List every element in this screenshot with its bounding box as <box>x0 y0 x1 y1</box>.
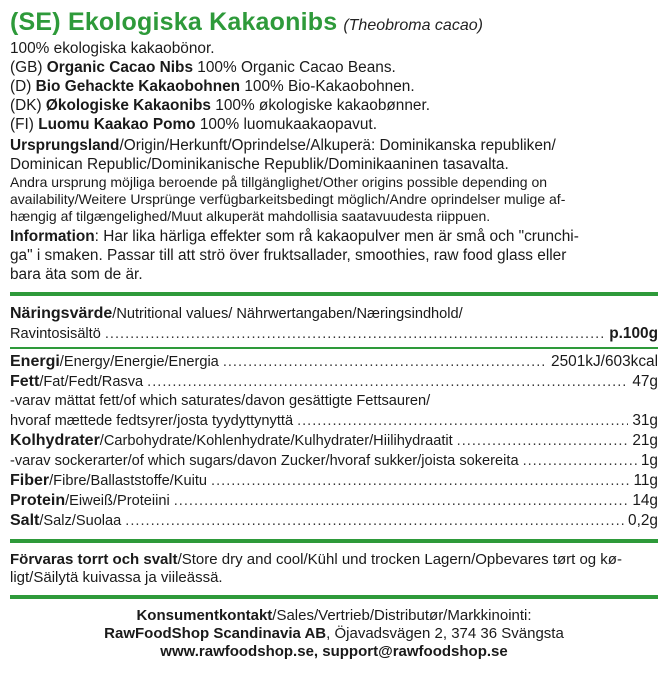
ingredient-text: 100% Organic Cacao Beans. <box>193 59 396 76</box>
row-sugars <box>10 451 658 471</box>
origin-block <box>10 136 658 225</box>
nutrient-value: 1g <box>640 452 658 469</box>
contact-block <box>10 607 658 661</box>
nutrition-table <box>10 304 658 531</box>
title-row <box>10 8 658 37</box>
contact-roles: /Sales/Vertrieb/Distributør/Markkinointi: <box>272 607 532 624</box>
info-line-2: ga" i smaken. Passar till att strö över fruktsallader, smoothies, raw food glass eller <box>10 247 567 264</box>
storage-line-1 <box>10 551 658 569</box>
row-saturates-line1: -varav mättat fett/of which saturates/davon gesättigte Fettsauren/ <box>10 393 431 409</box>
nutrient-name: Energi <box>10 353 60 370</box>
ingredients-block <box>10 39 658 134</box>
nutrition-label-fi: Ravintosisältö <box>10 326 101 342</box>
ingredient-text: 100% luomukaakaopavut. <box>195 116 377 133</box>
nutrient-name: Fett <box>10 373 40 390</box>
leader-dots <box>147 373 628 392</box>
product-name-gb: Organic Cacao Nibs <box>46 59 194 76</box>
info-line-3: bara äta som de är. <box>10 266 143 283</box>
latin-name: (Theobroma cacao) <box>343 17 483 34</box>
nutrient-name: Protein <box>10 492 66 509</box>
info-line-1 <box>10 227 658 246</box>
contact-line-3 <box>10 643 658 661</box>
nutrition-header <box>10 304 658 324</box>
leader-dots <box>223 353 547 372</box>
divider-middle <box>10 539 658 543</box>
divider-bottom <box>10 595 658 599</box>
row-protein <box>10 491 658 511</box>
nutrient-translations: /Energy/Energie/Energia <box>59 354 219 370</box>
product-name-d: Bio Gehackte Kakaobohnen <box>35 78 241 95</box>
nutrient-translations: /Salz/Suolaa <box>39 513 122 529</box>
row-carbohydrates <box>10 431 658 451</box>
storage-line-2: ligt/Säilytä kuivassa ja viileässä. <box>10 569 223 586</box>
storage-label: Förvaras torrt och svalt <box>10 551 178 568</box>
row-salt <box>10 511 658 531</box>
nutrient-name: Salt <box>10 512 40 529</box>
contact-line-1 <box>10 607 658 625</box>
ingredient-se: 100% ekologiska kakaobönor. <box>10 40 215 57</box>
nutrition-label-rest: /Nutritional values/ Nährwertangaben/Næringsindhold/ <box>112 306 463 322</box>
divider-thin <box>10 347 658 349</box>
storage-text: /Store dry and cool/Kühl und trocken Lagern/Opbevares tørt og kø- <box>177 551 622 568</box>
ingredient-dk <box>10 96 658 115</box>
product-name-fi: Luomu Kaakao Pomo <box>38 116 196 133</box>
ingredient-gb <box>10 58 658 77</box>
leader-dots <box>457 432 629 451</box>
nutrient-translations: /Carbohydrate/Kohlenhydrate/Kulhydrater/Hiilihydraatit <box>99 433 453 449</box>
nutrient-name: Kolhydrater <box>10 432 100 449</box>
divider-top <box>10 292 658 296</box>
web-and-email: www.rawfoodshop.se, support@rawfoodshop.se <box>160 643 508 660</box>
storage-block <box>10 551 658 587</box>
lang-prefix: (D) <box>10 78 36 95</box>
leader-dots <box>174 492 629 511</box>
origin-note-3: hængig af tilgængelighed/Muut alkuperät mahdollisia saatavuudesta riippuen. <box>10 208 491 224</box>
nutrient-value: 31g <box>632 412 658 429</box>
leader-dots <box>297 412 628 431</box>
row-energy <box>10 352 658 372</box>
company-address: , Öjavadsvägen 2, 374 36 Svängsta <box>326 625 564 642</box>
nutrient-value: 2501kJ/603kcal <box>551 353 658 370</box>
company-name: RawFoodShop Scandinavia AB <box>104 625 327 642</box>
information-block <box>10 227 658 284</box>
nutrient-value: 0,2g <box>628 512 658 529</box>
ingredient-text: 100% økologiske kakaobønner. <box>211 97 431 114</box>
row-fibre <box>10 471 658 491</box>
nutrient-translations: hvoraf mættede fedtsyrer/josta tyydyttynyttä <box>10 413 294 429</box>
nutrient-value: 14g <box>632 492 658 509</box>
origin-note-2: availability/Weitere Ursprünge verfügbarkeitsbedingt möglich/Andre oprindelser mulige af- <box>10 191 566 207</box>
row-saturates <box>10 411 658 431</box>
product-title: (SE) Ekologiska Kakaonibs <box>10 8 338 36</box>
leader-dots <box>105 325 605 344</box>
per-100g: p.100g <box>609 325 658 342</box>
origin-line-2: Dominican Republic/Dominikanische Republik/Dominikaaninen tasavalta. <box>10 156 509 173</box>
nutrient-translations: /Fibre/Ballaststoffe/Kuitu <box>49 473 208 489</box>
row-fat <box>10 372 658 392</box>
leader-dots <box>125 512 624 531</box>
nutrient-value: 11g <box>633 472 658 489</box>
product-name-dk: Økologiske Kakaonibs <box>45 97 211 114</box>
info-text: : Har lika härliga effekter som rå kakaopulver men är små och "crunchi- <box>94 228 579 245</box>
nutrition-label: Näringsvärde <box>10 305 113 322</box>
origin-line-1 <box>10 136 658 155</box>
nutrient-value: 47g <box>632 373 658 390</box>
lang-prefix: (DK) <box>10 97 46 114</box>
lang-prefix: (FI) <box>10 116 39 133</box>
origin-label: Ursprungsland <box>10 137 120 154</box>
leader-dots <box>211 472 629 491</box>
lang-prefix: (GB) <box>10 59 47 76</box>
ingredient-fi <box>10 115 658 134</box>
nutrient-translations: /Fat/Fedt/Rasva <box>39 374 144 390</box>
nutrient-translations: /Eiweiß/Proteiini <box>65 493 170 509</box>
nutrient-value: 21g <box>632 432 658 449</box>
ingredient-text: 100% Bio-Kakaobohnen. <box>240 78 415 95</box>
nutrient-translations: -varav sockerarter/of which sugars/davon Zucker/hvoraf sukker/joista sokereita <box>10 453 519 469</box>
leader-dots <box>523 452 637 471</box>
contact-line-2 <box>10 625 658 643</box>
info-label: Information <box>10 228 95 245</box>
ingredient-d <box>10 77 658 96</box>
nutrition-per-row <box>10 324 658 344</box>
origin-text: /Origin/Herkunft/Oprindelse/Alkuperä: Dominikanska republiken/ <box>119 137 556 154</box>
nutrient-name: Fiber <box>10 472 50 489</box>
contact-label: Konsumentkontakt <box>136 607 273 624</box>
origin-note-1: Andra ursprung möjliga beroende på tillgänglighet/Other origins possible depending on <box>10 174 548 190</box>
